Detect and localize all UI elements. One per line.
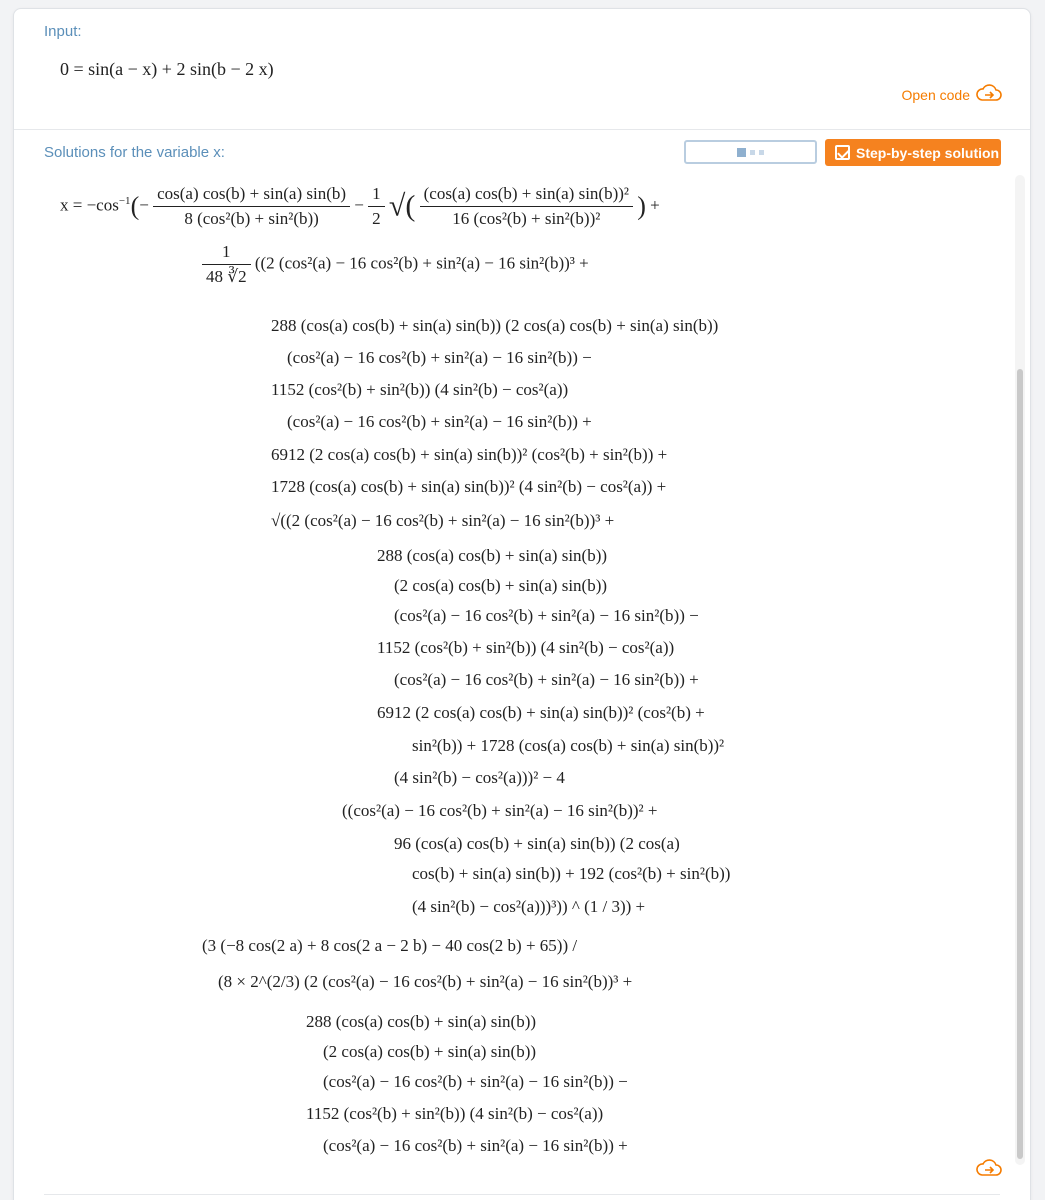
expr-line: 1152 (cos²(b) + sin²(b)) (4 sin²(b) − cos²(a)) <box>377 638 675 657</box>
checkbox-icon <box>835 145 850 160</box>
fraction-half-den: 2 <box>372 209 381 228</box>
toggle-dot-icon <box>750 150 755 155</box>
step-by-step-button[interactable] <box>825 139 1001 166</box>
fraction-1-num: cos(a) cos(b) + sin(a) sin(b) <box>153 184 350 207</box>
expr-line: (8 × 2^(2/3) (2 (cos²(a) − 16 cos²(b) + sin²(a) − 16 sin²(b))³ + <box>218 972 633 991</box>
display-toggle[interactable] <box>684 140 817 164</box>
expr-line: cos(b) + sin(a) sin(b)) + 192 (cos²(b) + sin²(b)) <box>412 864 731 883</box>
fraction-1-den: 8 (cos²(b) + sin²(b)) <box>184 209 319 228</box>
expr-line: 1152 (cos²(b) + sin²(b)) (4 sin²(b) − cos²(a)) <box>306 1104 604 1123</box>
plus-sign: + <box>650 195 660 215</box>
input-label: Input: <box>44 23 82 40</box>
expr-line: (2 cos(a) cos(b) + sin(a) sin(b)) <box>323 1042 537 1061</box>
result-line-1: $x = -\cos^{-1}(-$ $\frac{\cos(a) \cos(b) + \sin(a) \sin(b)}{\text{8 (cos²(b) + sin²(b))}}$ − $\frac{1}{2}$ √( $\frac{\text{(cos(a) cos(b) + sin(a) sin(b))²}}{\text{16 (cos²(b) + sin²(b))²}}$ ) + <box>60 184 660 228</box>
expr-line: 288 (cos(a) cos(b) + sin(a) sin(b)) (2 cos(a) cos(b) + sin(a) sin(b)) <box>271 316 719 335</box>
expr-line: (cos²(a) − 16 cos²(b) + sin²(a) − 16 sin²(b)) − <box>323 1072 628 1091</box>
fraction-half <box>368 184 385 229</box>
expr-line: ((cos²(a) − 16 cos²(b) + sin²(a) − 16 sin²(b))² + <box>342 801 658 820</box>
lhs: x = −cos <box>60 195 119 215</box>
expr-line: (cos²(a) − 16 cos²(b) + sin²(a) − 16 sin²(b)) − <box>394 606 699 625</box>
lhs-sup: −1 <box>118 194 131 207</box>
result-line-2 <box>202 242 589 287</box>
fraction-2 <box>420 184 633 229</box>
expr-line: (2 cos(a) cos(b) + sin(a) sin(b)) <box>394 576 608 595</box>
expr-line: 6912 (2 cos(a) cos(b) + sin(a) sin(b))² (cos²(b) + <box>377 703 705 722</box>
expr-line: 6912 (2 cos(a) cos(b) + sin(a) sin(b))² (cos²(b) + sin²(b)) + <box>271 445 668 464</box>
expr-line: √((2 (cos²(a) − 16 cos²(b) + sin²(a) − 16 sin²(b))³ + <box>271 511 615 530</box>
cloud-arrow-icon[interactable] <box>976 1159 1002 1182</box>
expr-line: sin²(b)) + 1728 (cos(a) cos(b) + sin(a) sin(b))² <box>412 736 725 755</box>
cloud-arrow-icon <box>976 84 1002 105</box>
expr-line: (cos²(a) − 16 cos²(b) + sin²(a) − 16 sin²(b)) − <box>287 348 592 367</box>
fraction-half-num: 1 <box>368 184 385 207</box>
expr-line: (cos²(a) − 16 cos²(b) + sin²(a) − 16 sin²(b)) + <box>323 1136 628 1155</box>
fraction-3 <box>202 242 251 287</box>
step-by-step-label: Step-by-step solution <box>856 144 1000 161</box>
toggle-square-icon <box>737 148 746 157</box>
fraction-2-num: (cos(a) cos(b) + sin(a) sin(b))² <box>420 184 633 207</box>
expr-line: 96 (cos(a) cos(b) + sin(a) sin(b)) (2 cos(a) <box>394 834 680 853</box>
toggle-dot-icon <box>759 150 764 155</box>
fraction-3-den: 48 ∛2 <box>206 267 247 286</box>
bottom-divider <box>44 1194 1000 1195</box>
expr-line: ((2 (cos²(a) − 16 cos²(b) + sin²(a) − 16 sin²(b))³ + <box>254 253 589 273</box>
fraction-1 <box>153 184 350 229</box>
open-code-link[interactable] <box>902 84 1003 105</box>
solution-expression <box>14 174 1014 1159</box>
pod-divider <box>14 129 1030 130</box>
expr-line: (cos²(a) − 16 cos²(b) + sin²(a) − 16 sin²(b)) + <box>287 412 592 431</box>
expr-line: (3 (−8 cos(2 a) + 8 cos(2 a − 2 b) − 40 cos(2 b) + 65)) / <box>202 936 578 955</box>
fraction-2-den: 16 (cos²(b) + sin²(b))² <box>452 209 601 228</box>
result-card <box>13 8 1031 1200</box>
expr-line: (4 sin²(b) − cos²(a)))² − 4 <box>394 768 565 787</box>
expr-line: 288 (cos(a) cos(b) + sin(a) sin(b)) <box>306 1012 537 1031</box>
solutions-label: Solutions for the variable x: <box>44 144 225 161</box>
open-code-label: Open code <box>901 86 970 103</box>
fraction-3-num: 1 <box>202 242 251 265</box>
expr-line: 1152 (cos²(b) + sin²(b)) (4 sin²(b) − cos²(a)) <box>271 380 569 399</box>
expr-line: (4 sin²(b) − cos²(a)))³)) ^ (1 / 3)) + <box>412 897 646 916</box>
expr-line: 288 (cos(a) cos(b) + sin(a) sin(b)) <box>377 546 608 565</box>
expr-line: 1728 (cos(a) cos(b) + sin(a) sin(b))² (4 sin²(b) − cos²(a)) + <box>271 477 667 496</box>
expr-line: (cos²(a) − 16 cos²(b) + sin²(a) − 16 sin²(b)) + <box>394 670 699 689</box>
input-expression: 0 = sin(a − x) + 2 sin(b − 2 x) <box>60 59 274 79</box>
scrollbar-thumb[interactable] <box>1017 369 1023 1159</box>
